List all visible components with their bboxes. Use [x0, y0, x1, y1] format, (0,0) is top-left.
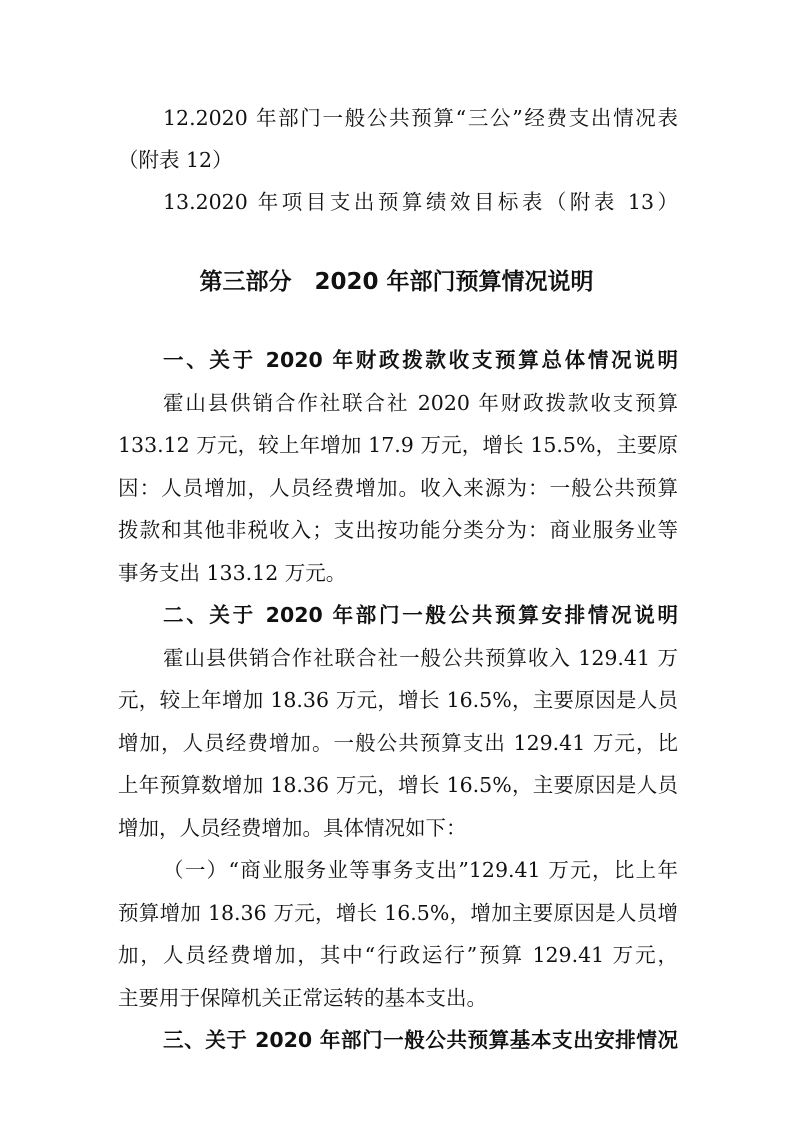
section-2-paragraph-line: 增加，人员经费增加。一般公共预算支出 129.41 万元，比 [118, 731, 678, 755]
toc-item-13: 13.2020 年项目支出预算绩效目标表（附表 13） [163, 190, 678, 214]
toc-item-12-continued: （附表 12） [118, 148, 233, 172]
section-2-paragraph-line: 元，较上年增加 18.36 万元，增长 16.5%，主要原因是人员 [118, 688, 678, 712]
section-2-subitem-line: 加，人员经费增加，其中“行政运行”预算 129.41 万元， [118, 943, 678, 967]
section-1-paragraph-line: 133.12 万元，较上年增加 17.9 万元，增长 15.5%，主要原 [118, 433, 678, 457]
section-2-paragraph-line: 增加，人员经费增加。具体情况如下： [118, 816, 467, 840]
section-3-heading: 三、关于 2020 年部门一般公共预算基本支出安排情况 [163, 1028, 678, 1052]
section-2-paragraph-line: 霍山县供销合作社联合社一般公共预算收入 129.41 万 [163, 646, 678, 670]
section-1-paragraph-line: 拨款和其他非税收入；支出按功能分类分为：商业服务业等 [118, 518, 678, 542]
part-title: 第三部分 2020 年部门预算情况说明 [199, 269, 594, 295]
toc-item-12: 12.2020 年部门一般公共预算“三公”经费支出情况表 [163, 106, 678, 130]
section-2-subitem-line: 主要用于保障机关正常运转的基本支出。 [118, 986, 487, 1010]
section-1-heading: 一、关于 2020 年财政拨款收支预算总体情况说明 [163, 348, 678, 372]
section-2-paragraph-line: 上年预算数增加 18.36 万元，增长 16.5%，主要原因是人员 [118, 773, 678, 797]
section-2-heading: 二、关于 2020 年部门一般公共预算安排情况说明 [163, 603, 678, 627]
section-1-paragraph-line: 霍山县供销合作社联合社 2020 年财政拨款收支预算 [163, 391, 678, 415]
section-2-subitem-line: （一）“商业服务业等事务支出”129.41 万元，比上年 [163, 858, 678, 882]
section-1-paragraph-line: 事务支出 133.12 万元。 [118, 561, 347, 585]
section-2-subitem-line: 预算增加 18.36 万元，增长 16.5%，增加主要原因是人员增 [118, 901, 678, 925]
section-1-paragraph-line: 因：人员增加，人员经费增加。收入来源为：一般公共预算 [118, 476, 678, 500]
